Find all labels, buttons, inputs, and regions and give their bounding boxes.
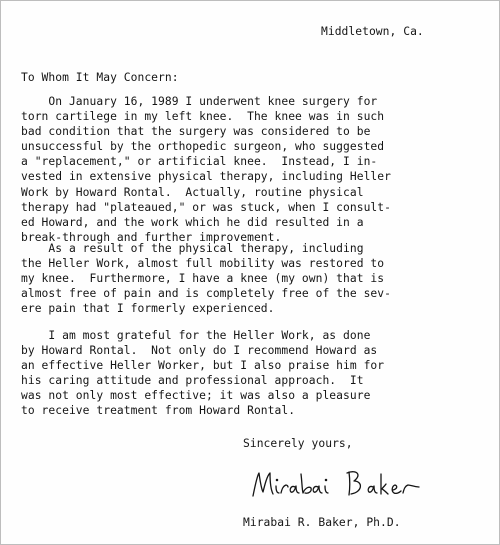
letter-closing: Sincerely yours,	[243, 437, 353, 450]
letter-place: Middletown, Ca.	[321, 25, 424, 38]
letter-signer: Mirabai R. Baker, Ph.D.	[243, 516, 401, 529]
letter-salutation: To Whom It May Concern:	[21, 71, 179, 84]
handwritten-signature	[243, 464, 423, 506]
letter-paragraph-1: On January 16, 1989 I underwent knee surgery for torn cartilege in my left knee. The knee was in such bad condition that the surgery was considered to be unsuccessful by the orthopedic surgeon, who suggested a "replacement," or artificial knee. Instead, I in- vested in extensive physical therapy, including Heller Work by Howard Rontal. Actually, routine physical therapy had "plateaued," or was stuck, when I consult- ed Howard, and the work which he did resulted in a break-through and further improvement.	[21, 95, 391, 244]
letter-paragraph-3: I am most grateful for the Heller Work, as done by Howard Rontal. Not only do I recommend Howard as an effective Heller Worker, but I also praise him for his caring attitude and professional approach. It was not only most effective; it was also a pleasure to receive treatment from Howard Rontal.	[21, 329, 385, 418]
letter-paragraph-2: As a result of the physical therapy, including the Heller Work, almost full mobility was restored to my knee. Furthermore, I have a knee (my own) that is almost free of pain and is completely free of the sev- ere pain that I formerly experienced.	[21, 242, 391, 316]
